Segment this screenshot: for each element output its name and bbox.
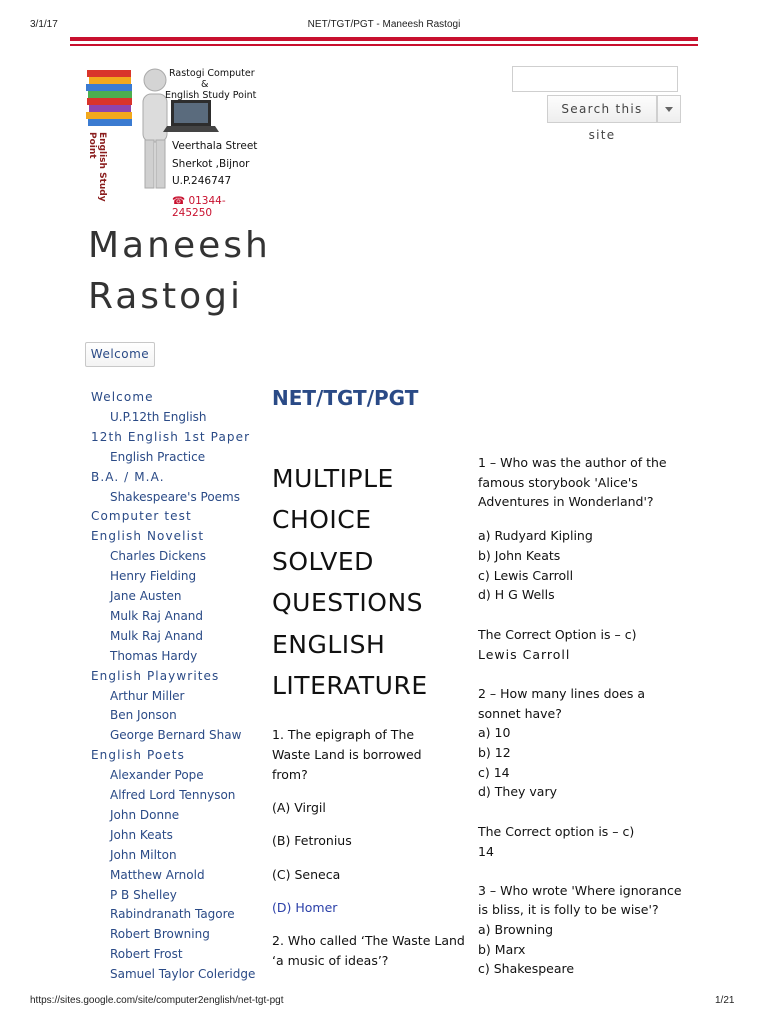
sidebar-item-john-milton[interactable]: John Milton: [110, 848, 177, 862]
sidebar-item-mulk-raj-anand[interactable]: Mulk Raj Anand: [110, 629, 204, 643]
r-q2-option-d: d) They vary: [478, 784, 557, 799]
r-q2-option-b: b) 12: [478, 745, 511, 760]
q1-option-a: (A) Virgil: [272, 800, 326, 815]
header-red-rule-thin: [70, 44, 698, 46]
sidebar-item-english-novelist[interactable]: English Novelist: [91, 529, 205, 543]
sidebar-item-john-keats[interactable]: John Keats: [110, 828, 173, 842]
sidebar-item-welcome[interactable]: Welcome: [91, 390, 154, 404]
q1-text-line2: Waste Land is borrowed: [272, 747, 422, 762]
site-logo[interactable]: [85, 62, 265, 220]
r-q3-option-c: c) Shakespeare: [478, 961, 575, 976]
r-q2-answer-line2: 14: [478, 844, 494, 859]
sidebar-item-alexander-pope[interactable]: Alexander Pope: [110, 768, 204, 782]
sidebar-item-shakespeare-s-poems[interactable]: Shakespeare's Poems: [110, 490, 240, 504]
r-q1-option-a: a) Rudyard Kipling: [478, 528, 593, 543]
header-red-rule: [70, 37, 698, 41]
q1-option-d: (D) Homer: [272, 900, 338, 915]
sidebar-item-henry-fielding[interactable]: Henry Fielding: [110, 569, 197, 583]
q1-option-b: (B) Fetronius: [272, 833, 352, 848]
r-q2-line1: 2 – How many lines does a: [478, 686, 645, 701]
sidebar-item-robert-browning[interactable]: Robert Browning: [110, 927, 210, 941]
search-dropdown-chevron-icon[interactable]: [657, 95, 681, 123]
sidebar-item-george-bernard-shaw[interactable]: George Bernard Shaw: [110, 728, 242, 742]
logo-address1: Veerthala Street: [172, 140, 258, 152]
sidebar-item-matthew-arnold[interactable]: Matthew Arnold: [110, 868, 205, 882]
r-q2-answer-line1: The Correct option is – c): [478, 824, 635, 839]
search-button[interactable]: Search this site: [547, 95, 657, 123]
sidebar-item-english-playwrites[interactable]: English Playwrites: [91, 669, 220, 683]
logo-phone-number: 01344-245250: [172, 195, 226, 219]
logo-line3: English Study Point: [165, 90, 257, 101]
r-q1-option-c: c) Lewis Carroll: [478, 568, 574, 583]
r-q2-line2: sonnet have?: [478, 706, 562, 721]
sidebar-item-u-p-12th-english[interactable]: U.P.12th English: [110, 410, 207, 424]
sidebar-item-samuel-taylor-coleridge[interactable]: Samuel Taylor Coleridge: [110, 967, 256, 981]
q1-text-line3: from?: [272, 767, 308, 782]
q1-option-c: (C) Seneca: [272, 867, 341, 882]
r-q1-line1: 1 – Who was the author of the: [478, 455, 667, 470]
big-title-line: LITERATURE: [272, 671, 428, 700]
logo-address2: Sherkot ,Bijnor: [172, 158, 250, 170]
r-q1-answer-line2: Lewis Carroll: [478, 647, 571, 662]
sidebar-item-rabindranath-tagore[interactable]: Rabindranath Tagore: [110, 907, 235, 921]
sidebar-item-mulk-raj-anand[interactable]: Mulk Raj Anand: [110, 609, 204, 623]
print-footer-url: https://sites.google.com/site/computer2english/net-tgt-pgt: [30, 995, 284, 1006]
r-q1-option-b: b) John Keats: [478, 548, 561, 563]
r-q3-option-a: a) Browning: [478, 922, 554, 937]
print-footer-page: 1/21: [715, 995, 735, 1006]
logo-vertical-text: English Study Point: [87, 132, 107, 202]
q2-text-line2: ‘a music of ideas’?: [272, 953, 389, 968]
big-title-line: CHOICE: [272, 505, 372, 534]
logo-phone: [172, 195, 265, 219]
r-q1-answer-line1: The Correct Option is – c): [478, 627, 637, 642]
phone-icon: ☎: [172, 195, 186, 207]
r-q2-option-c: c) 14: [478, 765, 510, 780]
r-q3-line2: is bliss, it is folly to be wise'?: [478, 902, 659, 917]
q1-text-line1: 1. The epigraph of The: [272, 727, 415, 742]
r-q1-option-d: d) H G Wells: [478, 587, 555, 602]
sidebar-item-arthur-miller[interactable]: Arthur Miller: [110, 689, 185, 703]
site-title-line2[interactable]: Rastogi: [88, 276, 244, 317]
big-title-line: SOLVED: [272, 547, 374, 576]
sidebar-item-12th-english-1st-paper[interactable]: 12th English 1st Paper: [91, 430, 251, 444]
sidebar-item-b-a-m-a[interactable]: B.A. / M.A.: [91, 470, 165, 484]
r-q2-option-a: a) 10: [478, 725, 511, 740]
r-q3-option-b: b) Marx: [478, 942, 526, 957]
sidebar-item-ben-jonson[interactable]: Ben Jonson: [110, 708, 177, 722]
sidebar-item-p-b-shelley[interactable]: P B Shelley: [110, 888, 177, 902]
r-q3-line1: 3 – Who wrote 'Where ignorance: [478, 883, 682, 898]
logo-line1: Rastogi Computer: [169, 68, 255, 79]
big-title-line: ENGLISH: [272, 630, 386, 659]
r-q1-line2: famous storybook 'Alice's: [478, 475, 638, 490]
sidebar-item-english-poets[interactable]: English Poets: [91, 748, 185, 762]
sidebar-item-john-donne[interactable]: John Donne: [110, 808, 180, 822]
sidebar-item-computer-test[interactable]: Computer test: [91, 509, 192, 523]
r-q1-line3: Adventures in Wonderland'?: [478, 494, 654, 509]
print-page-title: NET/TGT/PGT - Maneesh Rastogi: [307, 19, 461, 30]
q2-text-line1: 2. Who called ‘The Waste Land: [272, 933, 465, 948]
sidebar-item-robert-frost[interactable]: Robert Frost: [110, 947, 183, 961]
sidebar-item-charles-dickens[interactable]: Charles Dickens: [110, 549, 206, 563]
sidebar-item-thomas-hardy[interactable]: Thomas Hardy: [110, 649, 198, 663]
print-date: 3/1/17: [30, 19, 58, 30]
sidebar-item-jane-austen[interactable]: Jane Austen: [110, 589, 182, 603]
big-title-line: MULTIPLE: [272, 464, 394, 493]
sidebar-item-alfred-lord-tennyson[interactable]: Alfred Lord Tennyson: [110, 788, 236, 802]
logo-address3: U.P.246747: [172, 175, 232, 187]
big-title-line: QUESTIONS: [272, 588, 424, 617]
page-heading: NET/TGT/PGT: [272, 386, 419, 410]
sidebar-item-english-practice[interactable]: English Practice: [110, 450, 206, 464]
search-input[interactable]: [512, 66, 678, 92]
logo-line2: &: [201, 79, 209, 90]
site-title-line1[interactable]: Maneesh: [88, 225, 271, 266]
top-nav-welcome[interactable]: Welcome: [85, 342, 155, 367]
